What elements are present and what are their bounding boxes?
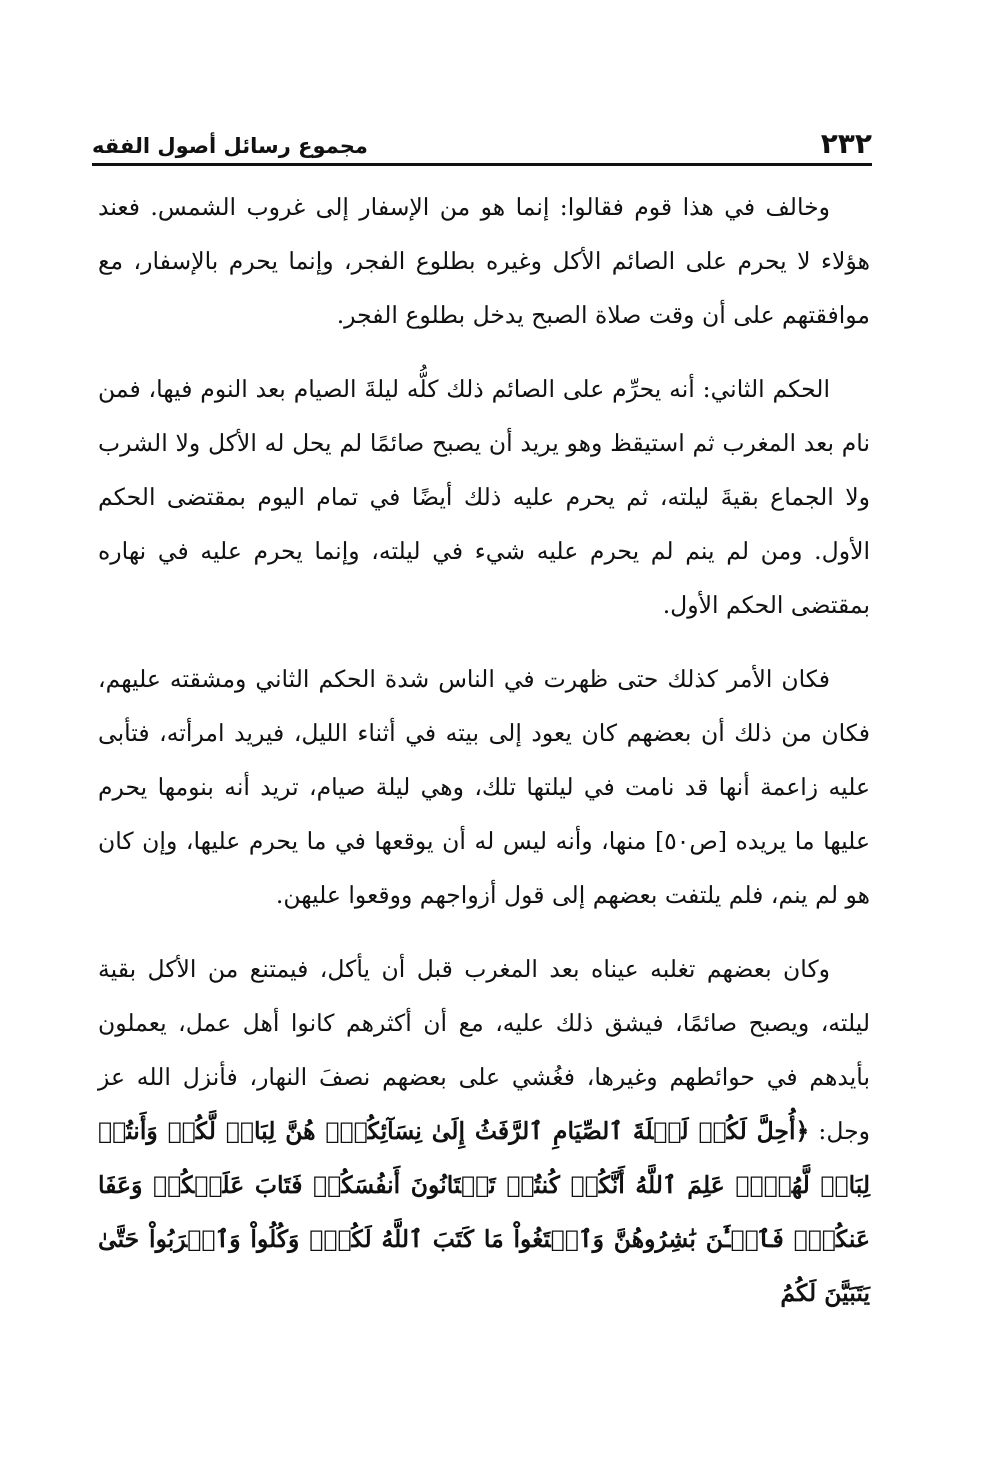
paragraph-3: فكان الأمر كذلك حتى ظهرت في الناس شدة الحكم الثاني ومشقته عليهم، فكان من ذلك أن بعضهم كان يعود إلى بيته في أثناء الليل، فيريد امرأته، فتأبى عليه زاعمة أنها قد نامت في ليلتها تلك، وهي ليلة صيام، تريد أنه بنومها يحرم عليها ما يريده [ص٥٠] منها، وأنه ليس له أن يوقعها في ما يحرم عليها، وإن كان هو لم ينم، فلم يلتفت بعضهم إلى قول أزواجهم ووقعوا عليهن. — [98, 665, 870, 909]
running-title: مجموع رسائل أصول الفقه — [92, 134, 368, 158]
paragraph-1: وخالف في هذا قوم فقالوا: إنما هو من الإسفار إلى غروب الشمس. فعند هؤلاء لا يحرم على الصائم الأكل وغيره بطلوع الفجر، وإنما يحرم بالإسفار، مع موافقتهم على أن وقت صلاة الصبح يدخل بطلوع الفجر. — [98, 193, 870, 329]
header-divider — [92, 163, 872, 166]
page-header — [92, 120, 872, 160]
paragraph-4-text: وكان بعضهم تغلبه عيناه بعد المغرب قبل أن يأكل، فيمتنع من الأكل بقية ليلته، ويصبح صائمًا، فيشق ذلك عليه، مع أن أكثرهم كانوا أهل عمل، يعملون بأيدهم في حوائطهم وغيرها، فغُشي على بعضهم نصفَ النهار، فأنزل الله عز وجل: — [98, 955, 870, 1145]
paragraph-2: الحكم الثاني: أنه يحرِّم على الصائم ذلك كلُّه ليلةَ الصيام بعد النوم فيها، فمن نام بعد المغرب ثم استيقظ وهو يريد أن يصبح صائمًا لم يحل له الأكل ولا الشرب ولا الجماع بقيةَ ليلته، ثم يحرم عليه ذلك أيضًا في تمام اليوم بمقتضى الحكم الأول. ومن لم ينم لم يحرم عليه شيء في ليلته، وإنما يحرم عليه في نهاره بمقتضى الحكم الأول. — [98, 375, 870, 619]
quran-verse: ﴿أُحِلَّ لَكُمۡ لَيۡلَةَ ٱلصِّيَامِ ٱلرَّفَثُ إِلَىٰ نِسَآئِكُمۡۚ هُنَّ لِبَاسٞ لَّكُمۡ وَأَنتُمۡ لِبَاسٞ لَّهُنَّۗ عَلِمَ ٱللَّهُ أَنَّكُمۡ كُنتُمۡ تَخۡتَانُونَ أَنفُسَكُمۡ فَتَابَ عَلَيۡكُمۡ وَعَفَا عَنكُمۡۖ فَٱلۡـَٰٔنَ بَٰشِرُوهُنَّ وَٱبۡتَغُواْ مَا كَتَبَ ٱللَّهُ لَكُمۡۚ وَكُلُواْ وَٱشۡرَبُواْ حَتَّىٰ يَتَبَيَّنَ لَكُمُ — [98, 1117, 870, 1307]
paragraph-4 — [98, 942, 870, 1320]
page-number: ٢٣٢ — [820, 127, 872, 160]
page-body — [98, 180, 870, 1320]
